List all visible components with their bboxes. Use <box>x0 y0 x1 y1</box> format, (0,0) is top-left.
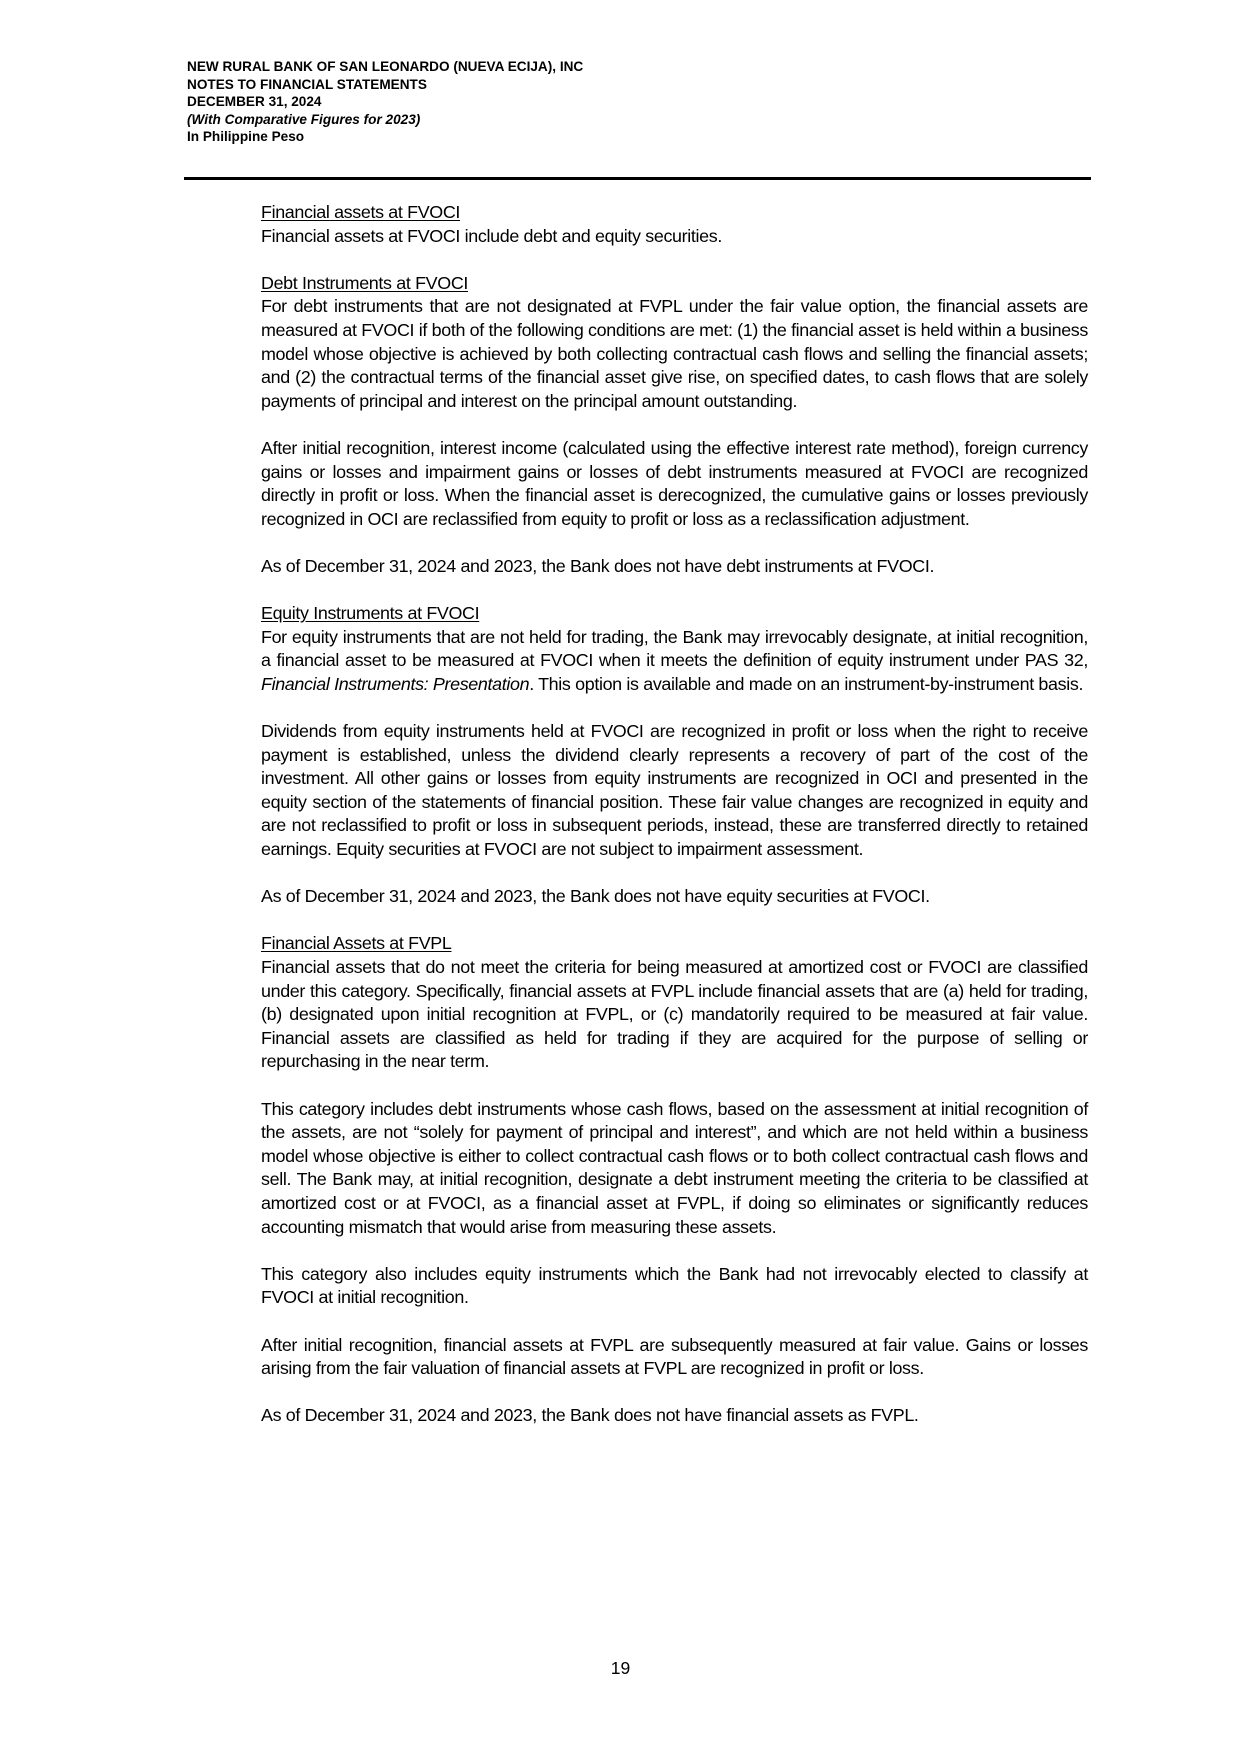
document-body <box>261 201 1088 1451</box>
document-title: NOTES TO FINANCIAL STATEMENTS <box>187 76 427 92</box>
currency-note: In Philippine Peso <box>187 129 305 145</box>
section-fvoci <box>261 201 1088 248</box>
section-equity-fvoci <box>261 602 1088 696</box>
header-divider <box>184 177 1091 180</box>
paragraph: This category includes debt instruments whose cash flows, based on the assessment at initial recognition of the assets, are not “solely for payment of principal and interest”, and which are not held within a business model whose objective is either to collect contractual cash flows or to both collect contractual cash flows and sell. The Bank may, at initial recognition, designate a debt instrument meeting the criteria to be classified at amortized cost or at FVOCI, as a financial asset at FVPL, if doing so eliminates or significantly reduces accounting mismatch that would arise from measuring these assets. <box>261 1098 1088 1237</box>
document-header <box>187 58 583 146</box>
paragraph: As of December 31, 2024 and 2023, the Bank does not have equity securities at FVOCI. <box>261 886 930 907</box>
paragraph: After initial recognition, financial assets at FVPL are subsequently measured at fair value. Gains or losses arising from the fair valuation of financial assets at FVPL are recognized in profit or loss. <box>261 1334 1088 1379</box>
paragraph: This category also includes equity instruments which the Bank had not irrevocably elected to classify at FVOCI at initial recognition. <box>261 1263 1088 1308</box>
standard-title: Financial Instruments: Presentation <box>261 673 530 694</box>
section-heading: Equity Instruments at FVOCI <box>261 603 480 624</box>
section-heading: Financial assets at FVOCI <box>261 202 461 222</box>
paragraph: Financial assets that do not meet the criteria for being measured at amortized cost or FVOCI are classified under this category. Specifically, financial assets at FVPL include financial assets that are (a) held for trading, (b) designated upon initial recognition at FVPL, or (c) mandatorily required to be measured at fair value. Financial assets are classified as held for trading if they are acquired for the purpose of selling or repurchasing in the near term. <box>261 957 1088 1072</box>
comparative-note: (With Comparative Figures for 2023) <box>187 111 421 127</box>
company-name: NEW RURAL BANK OF SAN LEONARDO (NUEVA ECIJA), INC <box>187 59 584 74</box>
section-debt-fvoci <box>261 272 1088 414</box>
paragraph: For debt instruments that are not designated at FVPL under the fair value option, the financial assets are measured at FVOCI if both of the following conditions are met: (1) the financial asset is held within a business model whose objective is achieved by both collecting contractual cash flows and selling the financial assets; and (2) the contractual terms of the financial asset give rise, on specified dates, to cash flows that are solely payments of principal and interest on the principal amount outstanding. <box>261 296 1088 411</box>
text-run: . This option is available and made on an instrument-by-instrument basis. <box>529 673 1084 694</box>
section-heading: Financial Assets at FVPL <box>261 933 452 954</box>
page-number: 19 <box>610 1658 631 1678</box>
paragraph: Financial assets at FVOCI include debt and equity securities. <box>261 225 722 246</box>
paragraph: After initial recognition, interest income (calculated using the effective interest rate method), foreign currency gains or losses and impairment gains or losses of debt instruments measured at FVOCI are recognized directly in profit or loss. When the financial asset is derecognized, the cumulative gains or losses previously recognized in OCI are reclassified from equity to profit or loss as a reclassification adjustment. <box>261 437 1088 529</box>
paragraph <box>261 626 1088 697</box>
paragraph: Dividends from equity instruments held at FVOCI are recognized in profit or loss when the right to receive payment is established, unless the dividend clearly represents a recovery of part of the cost of the investment. All other gains or losses from equity instruments are recognized in OCI and presented in the equity section of the statements of financial position. These fair value changes are recognized in equity and are not reclassified to profit or loss in subsequent periods, instead, these are transferred directly to retained earnings. Equity securities at FVOCI are not subject to impairment assessment. <box>261 721 1088 860</box>
statement-date: DECEMBER 31, 2024 <box>187 94 322 110</box>
text-run: For equity instruments that are not held for trading, the Bank may irrevocably designate, at initial recognition, a financial asset to be measured at FVOCI when it meets the definition of equity instrument under PAS 32, <box>261 626 1088 671</box>
paragraph: As of December 31, 2024 and 2023, the Bank does not have debt instruments at FVOCI. <box>261 555 935 576</box>
section-heading: Debt Instruments at FVOCI <box>261 272 469 293</box>
paragraph: As of December 31, 2024 and 2023, the Bank does not have financial assets as FVPL. <box>261 1405 919 1426</box>
section-fvpl <box>261 932 1088 1074</box>
